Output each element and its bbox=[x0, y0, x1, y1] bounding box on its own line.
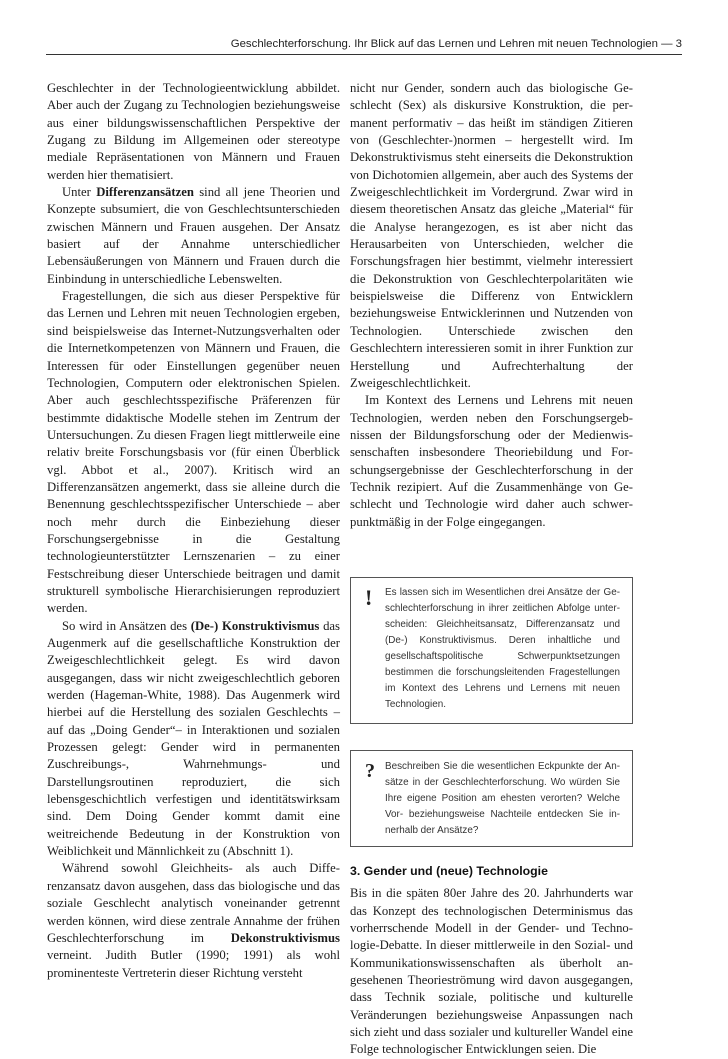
paragraph-differenzansaetze bbox=[47, 184, 340, 288]
question-text: Beschreiben Sie die wesentlichen Eckpunkte der Ansätze in der Geschlechterforschung. Wo würden Sie Ihre eigene Position am ehesten verorten? Welche Vor- beziehungsweise Nachteile entdecken Sie innerhalb der Ansätze? bbox=[385, 760, 620, 836]
running-header: Geschlechterforschung. Ihr Blick auf das Lernen und Lehren mit neuen Technologien — 3 bbox=[46, 38, 682, 55]
paragraph: Bis in die späten 80er Jahre des 20. Jahrhunderts war das Konzept des technologischen Determinismus das vorherrschende Modell in der Gender- und Technologie-Debatte. In dieser mittlerweile in den Sozial- und Kommunikationswissenschaften als überholt angesehenen Theorieströmung wird davon ausgegangen, dass Technik soziale, politische und kulturelle Veränderungen beziehungsweise Anpassungen nach sich zieht und dass sozialer und kultureller Wandel eine Folge technologischer Entwicklungen seien. Die bbox=[350, 886, 633, 1057]
paragraph: Im Kontext des Lernens und Lehrens mit neuen Technologien, werden neben den Forschungsergebnissen der Bildungsforschung oder der Medienwissenschaften insbesondere Theoriebildung und Forschungsergebnisse der Geschlechterforschung in der Technik rezipiert. Auf die Zusammenhänge von Geschlecht und Technologie wird daher auch schwerpunktmäßig in der Folge eingegangen. bbox=[350, 393, 633, 529]
paragraph: nicht nur Gender, sondern auch das biologische Geschlecht (Sex) als diskursive Konstruktion, die permanent performativ – das heißt im ständigen Zitieren von (Geschlechter-)normen – hergestellt wird. Im Dekonstruktivismus steht einerseits die Dekonstruktion von Dichotomien allgemein, aber auch des Systems der Zweigeschlechtlichkeit im Vordergrund. Zwar wird in diesem theoretischen Ansatz das gleiche „Material“ für die Analyse herangezogen, es ist aber nicht das Herausarbeiten von Unterschieden, welcher die Forschungsfragen hier bestimmt, vielmehr interessiert die Dekonstruktion von Geschlechterpolaritäten wie beispielsweise die Differenz von Entwicklern beziehungsweise Entwicklerinnen und Nutzenden von Technologien. Unterschiede zwischen den Geschlechtern interessieren somit in ihrer Funktion zur Herstellung und Aufrechterhaltung der Zweigeschlechtlichkeit. bbox=[350, 81, 633, 390]
left-column bbox=[47, 80, 340, 982]
paragraph-text: Während sowohl Gleichheits- als auch Differenzansatz davon ausgehen, dass das biologische und das soziale Geschlecht analytisch voneinander getrennt werden können, wird diese zentrale Annahme der frühen Geschlechterforschung im bbox=[47, 861, 340, 945]
paragraph-text: das Augenmerk auf die gesellschaftliche Konstruktion der Zweigeschlechtlichkeit gelegt. Es wird davon ausgegangen, dass wir nicht zweigeschlechtlich geboren werden (Hageman-White, 1988). Das Augenmerk wird hierbei auf die Herstellung des sozialen Geschlechts – auf das „Doing Gender“– in Interaktionen und sozialen Prozessen gelegt: Gender wird in permanenten Zuschreibungs-, Wahrnehmungs- und Darstellungsroutinen reproduziert, die sich lebensgeschichtlich verfestigen und identitätswirksam sind. Dem Doing Gender kommt damit eine weitreichende Bedeutung in der Konstruktion von Weiblichkeit und Männlichkeit zu (Abschnitt 1). bbox=[47, 618, 340, 859]
paragraph: Fragestellungen, die sich aus dieser Perspektive für das Lernen und Lehren mit neuen Technologien ergeben, sind beispielsweise das Internet-Nutzungsverhalten oder die Internetkompetenzen von Männern und Frauen, die Interessen für oder Einstellungen gegenüber neuen Technologien, Computern oder elektronischen Spielen. Aber auch geschlechtsspezifische Präferenzen für bestimmte didaktische Modelle stehen im Zentrum der Untersuchungen. Zu diesen Fragen liegt mittlerweile eine relativ breite Forschungsbasis vor (für einen Überblick vgl. Abbot et al., 2007). Kritisch wird an Differenzansätzen angemerkt, dass sie alleine durch die Benennung geschlechtsspezifischer Unterschiede – aber noch mehr durch die Einbeziehung dieser Forschungsergebnisse in die Gestaltung technologieunterstützter Lernszenarien – zu einer Festschreibung dieser Unterschiede beitragen und damit strukturell symbolische Hierarchisierungen reproduziert werden. bbox=[47, 289, 340, 616]
section-heading: 3. Gender und (neue) Technologie bbox=[350, 863, 548, 878]
paragraph: Geschlechter in der Technologieentwicklung abbildet. Aber auch der Zugang zu Technologien beziehungsweise aus einer bildungswissenschaftlichen Perspektive der Zugang zu Bildung im Allgemeinen oder stereotype mediale Repräsentationen von Männern und Frauen werden hier thematisiert. bbox=[47, 81, 340, 182]
exclamation-icon: ! bbox=[365, 584, 373, 610]
term-differenzansaetze: Differenzansätzen bbox=[96, 185, 194, 200]
paragraph-text: sind all jene Theorien und Konzepte subsumiert, die von Geschlechtsunterschieden zwischen Männern und Frauen ausgehen. Der Ansatz basiert auf der Annahme unterschiedlicher Lebensäußerungen von Männern und Frauen durch die Einbindung in unterschiedliche Lebenswelten. bbox=[47, 185, 341, 286]
right-column bbox=[350, 80, 633, 1059]
term-dekonstruktivismus: (De-) Konstruktivismus bbox=[190, 618, 320, 633]
paragraph-dekonstruktivismus bbox=[47, 618, 340, 861]
note-box bbox=[350, 577, 633, 724]
paragraph-text: verneint. Judith Butler (1990; 1991) als wohl prominenteste Vertreterin dieser Richtung versteht bbox=[47, 948, 340, 980]
note-text: Es lassen sich im Wesentlichen drei Ansätze der Geschlechterforschung in ihrer zeitlichen Abfolge unterscheiden: Gleichheitsansatz, Differenzansatz und (De-) Konstruktivismus. Deren inhaltliche und gesellschaftspolitische Schwerpunktsetzungen bestimmen die forschungsleitenden Fragestellungen im Kontext des Lehrens und Lernens mit neuen Technologien. bbox=[385, 586, 620, 710]
term-dekonstruktivismus-2: Dekonstruktivismus bbox=[230, 930, 340, 945]
paragraph-butler bbox=[47, 860, 340, 981]
question-box bbox=[350, 750, 633, 847]
question-icon: ? bbox=[365, 759, 375, 782]
paragraph-text: Unter bbox=[62, 185, 97, 200]
paragraph-text: So wird in Ansätzen des bbox=[62, 618, 191, 633]
